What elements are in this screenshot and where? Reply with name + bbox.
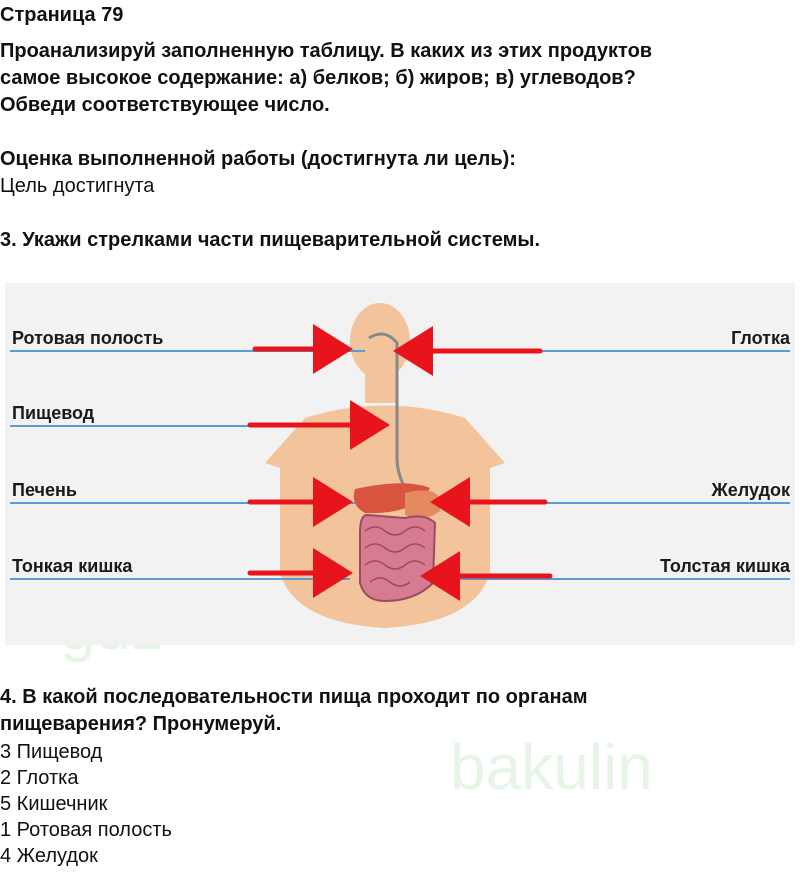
label-oral-cavity: Ротовая полость [12, 328, 164, 348]
task4-heading-line-2: пищеварения? Пронумеруй. [0, 713, 282, 735]
label-stomach: Желудок [711, 480, 790, 500]
digestive-system-svg [5, 283, 795, 645]
list-item: 1 Ротовая полость [0, 819, 172, 841]
assessment-heading: Оценка выполненной работы (достигнута ли цель): [0, 148, 516, 170]
list-item: 3 Пищевод [0, 741, 103, 763]
stomach-organ [405, 490, 441, 518]
list-item: 2 Глотка [0, 767, 79, 789]
task-prev-line-1: Проанализируй заполненную таблицу. В каких из этих продуктов [0, 40, 653, 62]
label-pharynx: Глотка [731, 328, 790, 348]
task-prev-line-2: самое высокое содержание: а) белков; б) жиров; в) углеводов? [0, 67, 636, 89]
label-large-intestine: Толстая кишка [659, 556, 790, 576]
assessment-answer: Цель достигнута [0, 175, 155, 197]
page-header: Страница 79 [0, 4, 124, 26]
label-liver: Печень [12, 480, 77, 500]
task4-heading-line-1: 4. В какой последовательности пища проходит по органам [0, 686, 588, 708]
task-prev-line-3: Обведи соответствующее число. [0, 94, 330, 116]
task3-heading: 3. Укажи стрелками части пищеварительной системы. [0, 229, 541, 251]
watermark-bakulin-2: bakulin [450, 731, 653, 803]
list-item: 5 Кишечник [0, 793, 108, 815]
list-item: 4 Желудок [0, 845, 98, 867]
label-esophagus: Пищевод [12, 403, 95, 423]
digestive-system-figure [5, 283, 795, 645]
label-small-intestine: Тонкая кишка [12, 556, 133, 576]
